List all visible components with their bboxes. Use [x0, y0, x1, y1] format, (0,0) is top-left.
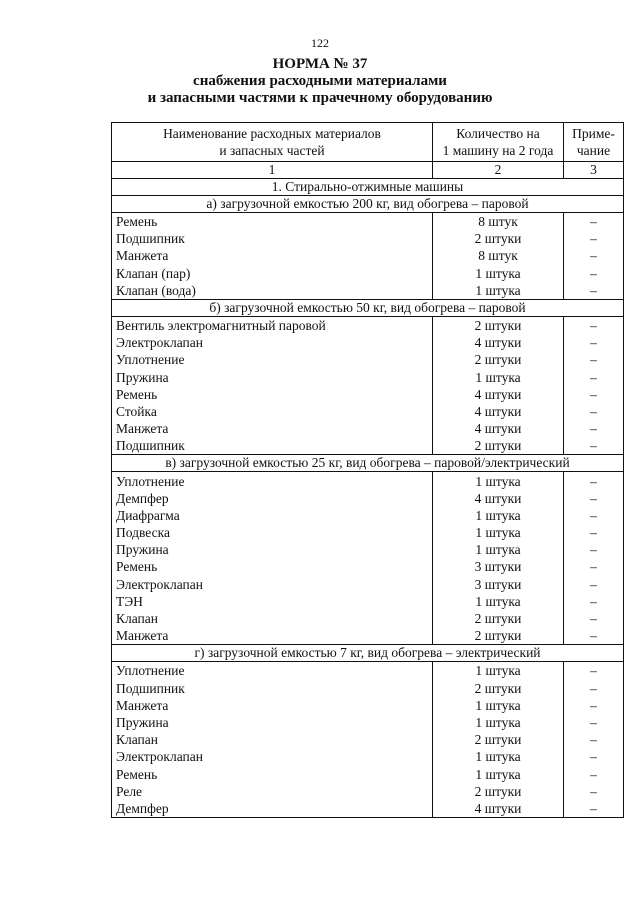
item-note: – — [564, 714, 624, 731]
item-note: – — [564, 783, 624, 800]
item-quantity: 3 штуки — [433, 576, 564, 593]
item-quantity: 1 штука — [433, 282, 564, 300]
item-quantity: 1 штука — [433, 265, 564, 282]
table-row — [112, 576, 624, 593]
header-note-line-2: чание — [576, 143, 611, 158]
item-note: – — [564, 610, 624, 627]
table-row — [112, 282, 624, 300]
item-note: – — [564, 507, 624, 524]
item-note: – — [564, 265, 624, 282]
item-quantity: 2 штуки — [433, 351, 564, 368]
subsection-row — [112, 299, 624, 316]
item-quantity: 8 штук — [433, 213, 564, 231]
item-quantity: 4 штуки — [433, 403, 564, 420]
table-row — [112, 420, 624, 437]
item-name: Манжета — [112, 697, 433, 714]
table-header — [112, 123, 624, 196]
item-quantity: 2 штуки — [433, 437, 564, 455]
table-row — [112, 714, 624, 731]
item-note: – — [564, 403, 624, 420]
item-quantity: 1 штука — [433, 593, 564, 610]
table-row — [112, 524, 624, 541]
item-note: – — [564, 490, 624, 507]
table-row — [112, 247, 624, 264]
table-row — [112, 800, 624, 818]
title-line-1: НОРМА № 37 — [272, 56, 368, 72]
item-note: – — [564, 593, 624, 610]
item-name: Манжета — [112, 247, 433, 264]
item-name: Уплотнение — [112, 351, 433, 368]
item-note: – — [564, 662, 624, 680]
item-name: Пружина — [112, 369, 433, 386]
item-note: – — [564, 334, 624, 351]
column-number-2: 2 — [433, 162, 564, 179]
table-row — [112, 731, 624, 748]
header-note-line-1: Приме- — [572, 126, 615, 141]
item-name: Подвеска — [112, 524, 433, 541]
subsection-items — [112, 472, 624, 645]
item-quantity: 1 штука — [433, 662, 564, 680]
column-number-3: 3 — [564, 162, 624, 179]
item-quantity: 4 штуки — [433, 800, 564, 818]
table-row — [112, 351, 624, 368]
table-row — [112, 472, 624, 490]
item-quantity: 2 штуки — [433, 610, 564, 627]
header-quantity-line-1: Количество на — [456, 126, 540, 141]
item-quantity: 1 штука — [433, 765, 564, 782]
item-note: – — [564, 230, 624, 247]
table-row — [112, 230, 624, 247]
item-name: Демпфер — [112, 490, 433, 507]
table-row — [112, 403, 624, 420]
item-note: – — [564, 541, 624, 558]
table-row — [112, 386, 624, 403]
item-quantity: 1 штука — [433, 748, 564, 765]
item-quantity: 1 штука — [433, 524, 564, 541]
subsection-title: а) загрузочной емкостью 200 кг, вид обогрева – паровой — [112, 196, 624, 213]
item-quantity: 1 штука — [433, 369, 564, 386]
item-name: Вентиль электромагнитный паровой — [112, 316, 433, 334]
item-quantity: 4 штуки — [433, 334, 564, 351]
item-note: – — [564, 386, 624, 403]
item-note: – — [564, 282, 624, 300]
subsection-header — [112, 645, 624, 662]
item-quantity: 2 штуки — [433, 230, 564, 247]
header-name-line-2: и запасных частей — [219, 143, 325, 158]
header-name — [112, 123, 433, 162]
subsection-title: в) загрузочной емкостью 25 кг, вид обогрева – паровой/электрический — [112, 455, 624, 472]
item-note: – — [564, 437, 624, 455]
page-number: 122 — [311, 36, 329, 50]
title-line-3: и запасными частями к прачечному оборудованию — [147, 90, 493, 106]
table-row — [112, 507, 624, 524]
item-name: Манжета — [112, 420, 433, 437]
table-row — [112, 541, 624, 558]
subsection-items — [112, 316, 624, 455]
item-quantity: 2 штуки — [433, 627, 564, 645]
item-note: – — [564, 680, 624, 697]
item-quantity: 4 штуки — [433, 490, 564, 507]
header-row — [112, 123, 624, 162]
item-note: – — [564, 213, 624, 231]
subsection-header — [112, 455, 624, 472]
item-name: Стойка — [112, 403, 433, 420]
header-name-line-1: Наименование расходных материалов — [163, 126, 381, 141]
item-name: Ремень — [112, 386, 433, 403]
item-name: Ремень — [112, 213, 433, 231]
item-name: Клапан — [112, 610, 433, 627]
section-title: 1. Стирально-отжимные машины — [112, 179, 624, 196]
subsection-header — [112, 196, 624, 213]
subsection-title: г) загрузочной емкостью 7 кг, вид обогрева – электрический — [112, 645, 624, 662]
item-quantity: 1 штука — [433, 541, 564, 558]
item-note: – — [564, 765, 624, 782]
table-row — [112, 316, 624, 334]
item-name: Подшипник — [112, 230, 433, 247]
column-number-1: 1 — [112, 162, 433, 179]
item-name: Уплотнение — [112, 662, 433, 680]
table-row — [112, 627, 624, 645]
item-note: – — [564, 627, 624, 645]
table-row — [112, 213, 624, 231]
document-title — [0, 56, 640, 107]
item-name: Подшипник — [112, 437, 433, 455]
item-quantity: 4 штуки — [433, 420, 564, 437]
table-row — [112, 437, 624, 455]
subsection-items — [112, 662, 624, 818]
item-note: – — [564, 524, 624, 541]
item-note: – — [564, 576, 624, 593]
item-name: ТЭН — [112, 593, 433, 610]
table-row — [112, 265, 624, 282]
item-name: Манжета — [112, 627, 433, 645]
subsection-header — [112, 299, 624, 316]
item-note: – — [564, 748, 624, 765]
table-row — [112, 697, 624, 714]
title-line-2: снабжения расходными материалами — [193, 73, 447, 89]
item-note: – — [564, 558, 624, 575]
table-row — [112, 680, 624, 697]
table-row — [112, 783, 624, 800]
item-note: – — [564, 420, 624, 437]
table-row — [112, 369, 624, 386]
item-note: – — [564, 800, 624, 818]
item-name: Демпфер — [112, 800, 433, 818]
item-note: – — [564, 472, 624, 490]
item-quantity: 2 штуки — [433, 316, 564, 334]
item-note: – — [564, 247, 624, 264]
header-note — [564, 123, 624, 162]
item-quantity: 3 штуки — [433, 558, 564, 575]
item-note: – — [564, 369, 624, 386]
item-name: Клапан (пар) — [112, 265, 433, 282]
item-quantity: 1 штука — [433, 507, 564, 524]
subsection-row — [112, 645, 624, 662]
item-quantity: 2 штуки — [433, 680, 564, 697]
item-name: Пружина — [112, 714, 433, 731]
item-name: Электроклапан — [112, 334, 433, 351]
item-name: Клапан — [112, 731, 433, 748]
section-row — [112, 179, 624, 196]
item-quantity: 1 штука — [433, 697, 564, 714]
table-row — [112, 748, 624, 765]
table-row — [112, 662, 624, 680]
item-name: Электроклапан — [112, 576, 433, 593]
item-name: Подшипник — [112, 680, 433, 697]
item-name: Уплотнение — [112, 472, 433, 490]
table-row — [112, 610, 624, 627]
item-quantity: 4 штуки — [433, 386, 564, 403]
table-row — [112, 334, 624, 351]
item-name: Реле — [112, 783, 433, 800]
table-row — [112, 765, 624, 782]
item-name: Диафрагма — [112, 507, 433, 524]
item-name: Пружина — [112, 541, 433, 558]
item-quantity: 1 штука — [433, 472, 564, 490]
item-quantity: 2 штуки — [433, 783, 564, 800]
item-name: Ремень — [112, 765, 433, 782]
item-quantity: 2 штуки — [433, 731, 564, 748]
column-number-row — [112, 162, 624, 179]
supply-norm-table — [111, 122, 624, 818]
item-name: Электроклапан — [112, 748, 433, 765]
item-quantity: 8 штук — [433, 247, 564, 264]
item-note: – — [564, 697, 624, 714]
subsection-items — [112, 213, 624, 300]
subsection-row — [112, 455, 624, 472]
item-note: – — [564, 731, 624, 748]
header-quantity-line-2: 1 машину на 2 года — [442, 143, 554, 158]
item-note: – — [564, 351, 624, 368]
header-quantity — [433, 123, 564, 162]
item-name: Ремень — [112, 558, 433, 575]
table-row — [112, 593, 624, 610]
subsection-title: б) загрузочной емкостью 50 кг, вид обогрева – паровой — [112, 299, 624, 316]
item-note: – — [564, 316, 624, 334]
subsection-row — [112, 196, 624, 213]
table-row — [112, 490, 624, 507]
item-name: Клапан (вода) — [112, 282, 433, 300]
item-quantity: 1 штука — [433, 714, 564, 731]
table-row — [112, 558, 624, 575]
